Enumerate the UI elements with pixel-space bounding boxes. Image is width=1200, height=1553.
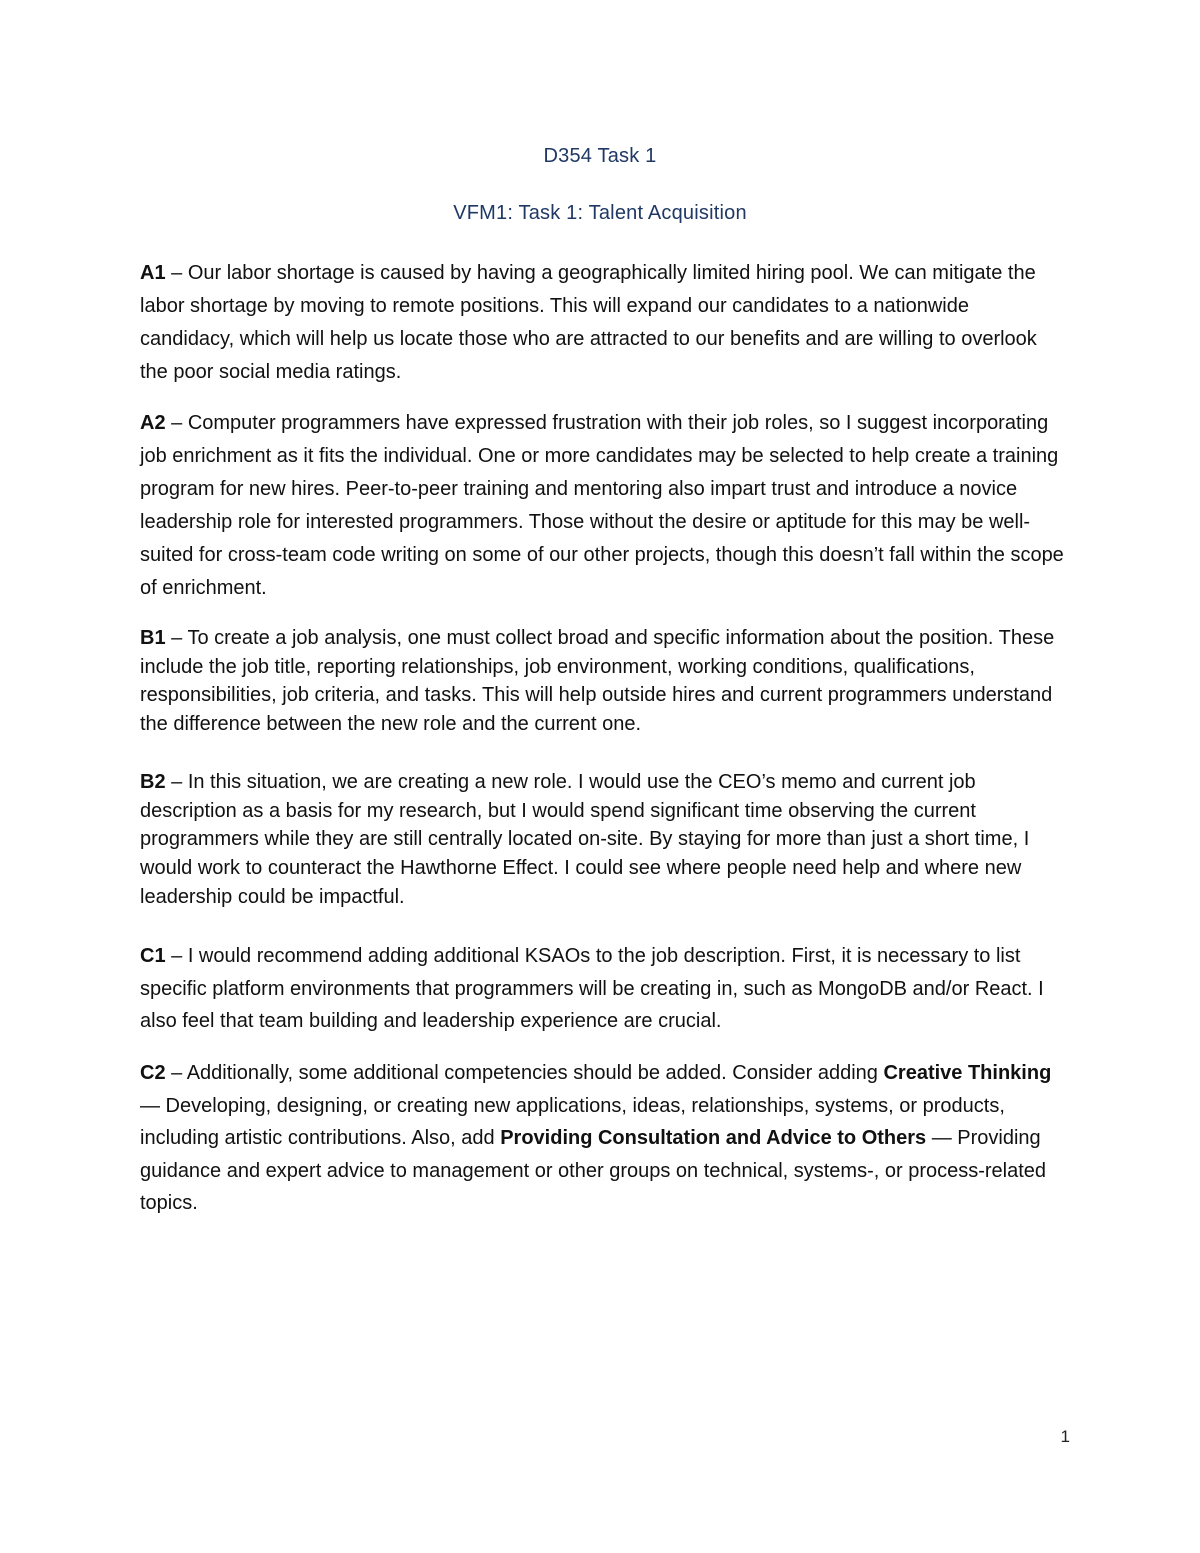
section-b2-paragraph bbox=[140, 768, 1065, 912]
section-c2-text-3: — Providing guidance and expert advice to management or other groups on technical, systems-, or process-related topics. bbox=[140, 1127, 1047, 1215]
section-b1-label: B1 bbox=[140, 627, 166, 649]
section-a1-label: A1 bbox=[140, 262, 166, 284]
section-a1-text: – Our labor shortage is caused by having a geographically limited hiring pool. We can mitigate the labor shortage by moving to remote positions. This will expand our candidates to a nationwide candidacy, which will help us locate those who are attracted to our benefits and are willing to overlook the poor social media ratings. bbox=[140, 262, 1037, 383]
consultation-advice-term: Providing Consultation and Advice to Others bbox=[500, 1127, 927, 1150]
section-c2-label: C2 bbox=[140, 1062, 166, 1084]
document-subtitle: VFM1: Task 1: Talent Acquisition bbox=[453, 202, 747, 224]
document-title: D354 Task 1 bbox=[543, 145, 657, 167]
section-c1-text: – I would recommend adding additional KSAOs to the job description. First, it is necessary to list specific platform environments that programmers will be creating in, such as MongoDB and/or React. I also feel that team building and leadership experience are crucial. bbox=[140, 945, 1044, 1033]
section-b1-paragraph bbox=[140, 624, 1065, 739]
section-a2-text: – Computer programmers have expressed frustration with their job roles, so I suggest incorporating job enrichment as it fits the individual. One or more candidates may be selected to help create a training program for new hires. Peer-to-peer training and mentoring also impart trust and introduce a novice leadership role for interested programmers. Those without the desire or aptitude for this may be well-suited for cross-team code writing on some of our other projects, though this doesn’t fall within the scope of enrichment. bbox=[140, 412, 1064, 599]
section-c2-text-2: — Developing, designing, or creating new applications, ideas, relationships, systems, or products, including artistic contributions. Also, add bbox=[140, 1094, 1005, 1150]
section-c2-paragraph bbox=[140, 1057, 1065, 1220]
section-c1-label: C1 bbox=[140, 945, 166, 967]
page-number: 1 bbox=[1060, 1427, 1070, 1446]
section-b2-text: – In this situation, we are creating a new role. I would use the CEO’s memo and current job description as a basis for my research, but I would spend significant time observing the current programmers while they are still centrally located on-site. By staying for more than just a short time, I would work to counteract the Hawthorne Effect. I could see where people need help and where new leadership could be impactful. bbox=[140, 771, 1030, 908]
section-c2-text-1: – Additionally, some additional competencies should be added. Consider adding bbox=[165, 1062, 884, 1084]
section-b2-label: B2 bbox=[140, 771, 166, 793]
section-c1-paragraph bbox=[140, 940, 1065, 1038]
section-b1-text: – To create a job analysis, one must collect broad and specific information about the position. These include the job title, reporting relationships, job environment, working conditions, qualifications, responsibilities, job criteria, and tasks. This will help outside hires and current programmers understand the difference between the new role and the current one. bbox=[140, 627, 1055, 736]
section-a2-paragraph bbox=[140, 407, 1065, 605]
creative-thinking-term: Creative Thinking bbox=[883, 1062, 1052, 1084]
section-a1-paragraph bbox=[140, 257, 1065, 389]
section-a2-label: A2 bbox=[140, 412, 166, 434]
